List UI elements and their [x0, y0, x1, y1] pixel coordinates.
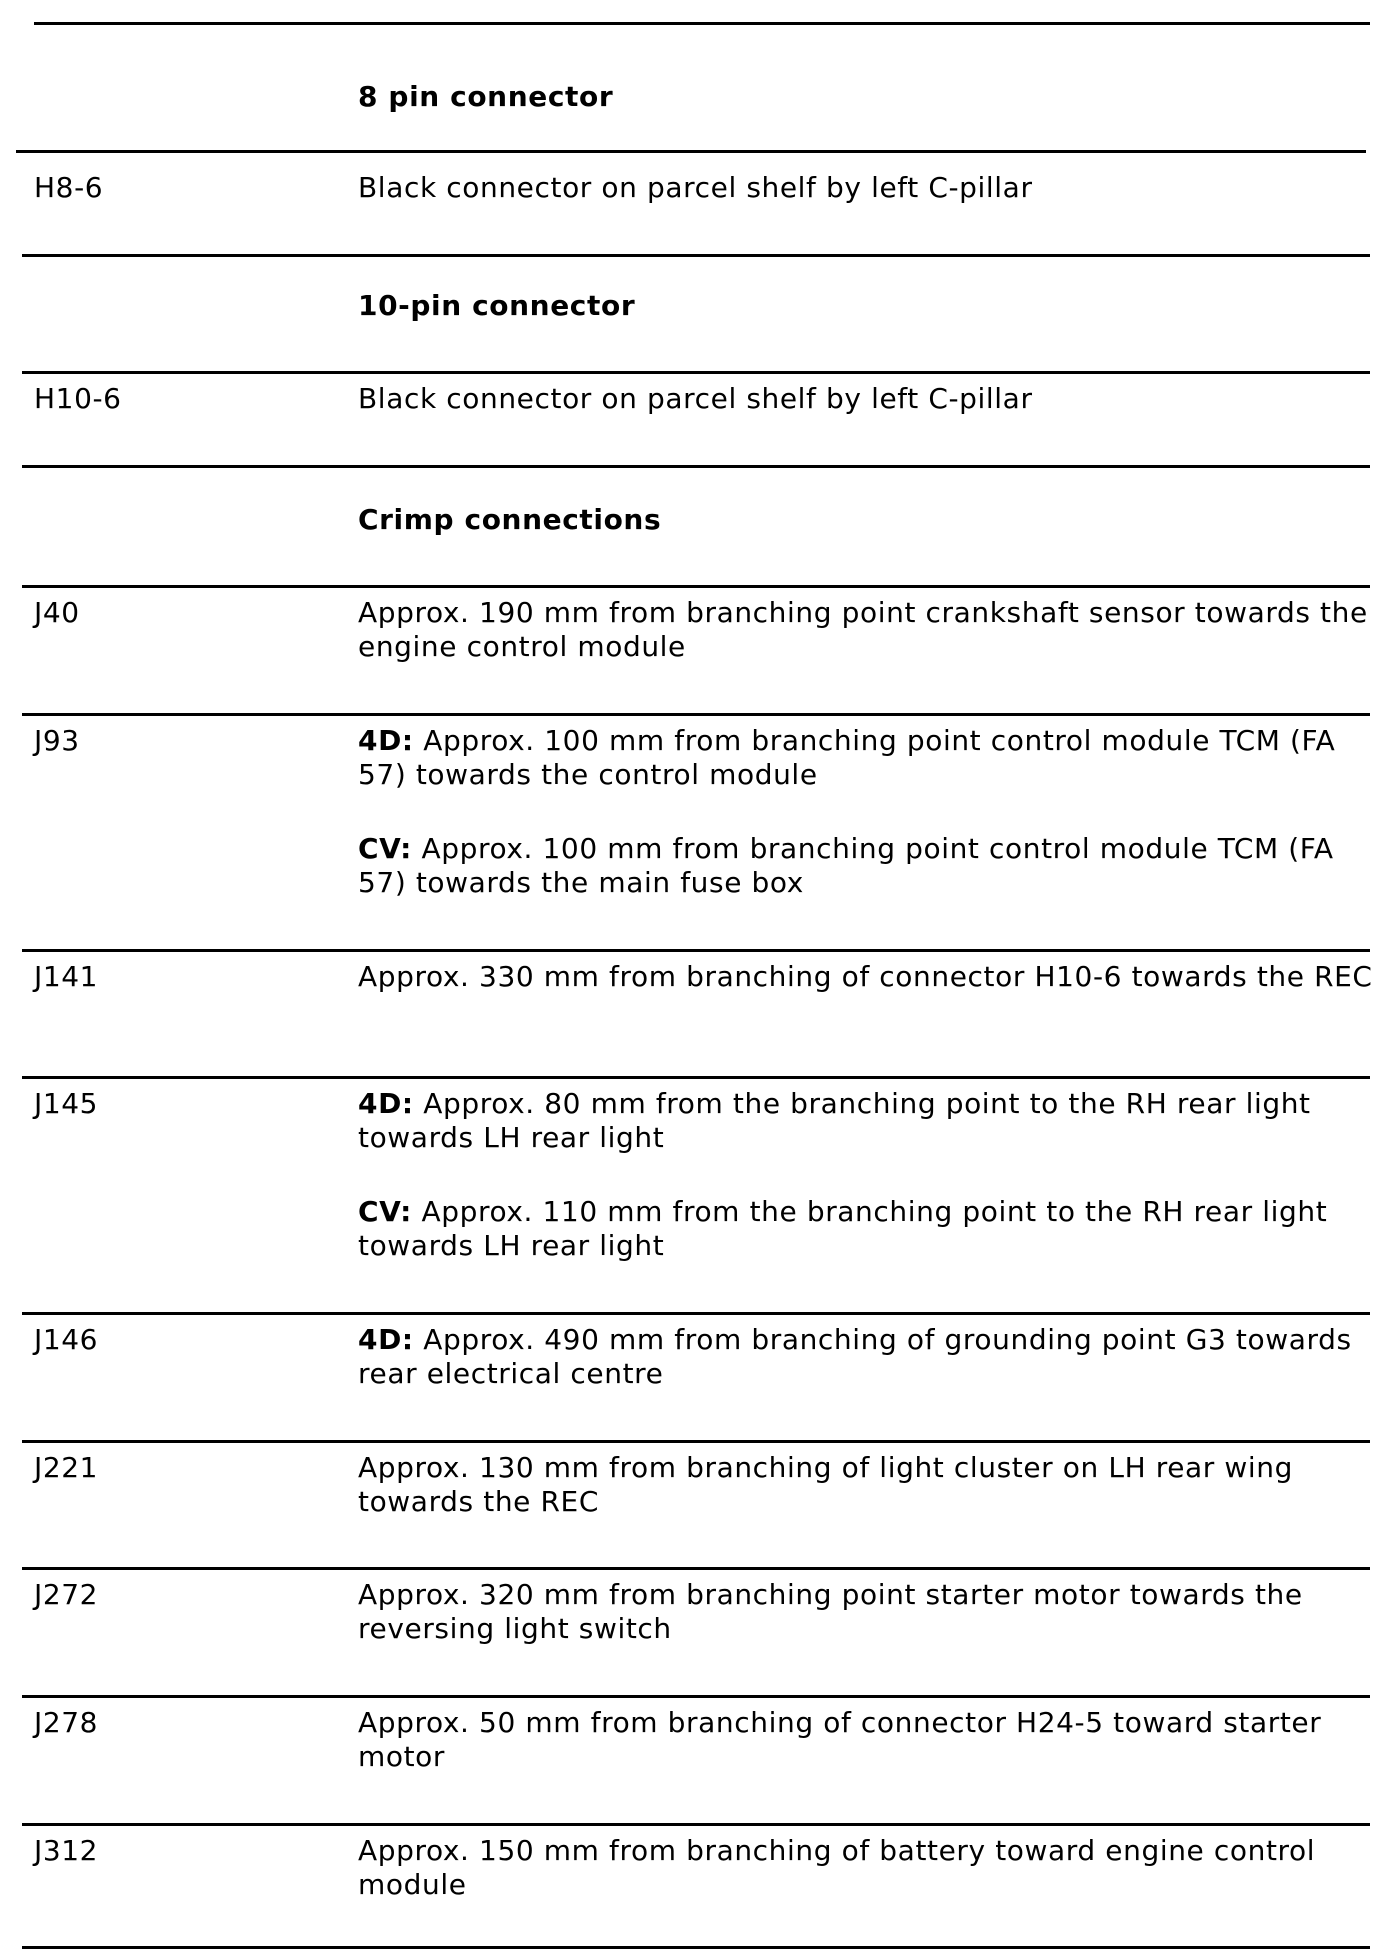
- section-heading: 10-pin connector: [358, 289, 636, 322]
- description-text: Approx. 50 mm from branching of connector H24-5 toward starter motor: [358, 1706, 1322, 1773]
- description-paragraph: [358, 1087, 1378, 1155]
- description-paragraph: [358, 171, 1378, 205]
- description-text: Approx. 80 mm from the branching point to the RH rear light towards LH rear light: [358, 1087, 1311, 1154]
- connector-code: J93: [34, 724, 80, 757]
- description-paragraph: [358, 960, 1378, 994]
- connector-description: [358, 1451, 1378, 1519]
- table-rule: [22, 371, 1370, 374]
- table-rule: [22, 1312, 1370, 1315]
- table-rule: [22, 1567, 1370, 1570]
- connector-code: J272: [34, 1578, 99, 1611]
- description-paragraph: [358, 1834, 1378, 1902]
- connector-code: J312: [34, 1834, 99, 1867]
- description-paragraph: [358, 1323, 1378, 1391]
- section-heading: Crimp connections: [358, 503, 662, 536]
- table-rule: [22, 585, 1370, 588]
- connector-description: [358, 1834, 1378, 1902]
- connector-description: [358, 724, 1378, 900]
- connector-code: J221: [34, 1451, 99, 1484]
- description-text: Black connector on parcel shelf by left C-pillar: [358, 382, 1033, 415]
- description-paragraph: [358, 1451, 1378, 1519]
- connector-code: J40: [34, 596, 80, 629]
- description-text: Approx. 320 mm from branching point starter motor towards the reversing light switch: [358, 1578, 1303, 1645]
- connector-description: [358, 1706, 1378, 1774]
- variant-label: 4D:: [358, 1087, 414, 1120]
- description-paragraph: [358, 382, 1378, 416]
- table-rule: [22, 1823, 1370, 1826]
- table-rule: [34, 22, 1370, 25]
- connector-description: [358, 1087, 1378, 1263]
- description-text: Approx. 110 mm from the branching point to the RH rear light towards LH rear light: [358, 1195, 1328, 1262]
- connector-code: J141: [34, 960, 99, 993]
- description-paragraph: [358, 1578, 1378, 1646]
- description-text: Approx. 190 mm from branching point crankshaft sensor towards the engine control module: [358, 596, 1368, 663]
- connector-code: J146: [34, 1323, 99, 1356]
- connector-description: [358, 596, 1378, 664]
- table-rule: [16, 150, 1366, 153]
- table-rule: [22, 1946, 1370, 1949]
- description-text: Approx. 330 mm from branching of connector H10-6 towards the REC: [358, 960, 1373, 993]
- description-paragraph: [358, 1195, 1378, 1263]
- description-text: Approx. 100 mm from branching point control module TCM (FA 57) towards the control module: [358, 724, 1336, 791]
- description-paragraph: [358, 596, 1378, 664]
- connector-description: [358, 382, 1378, 416]
- connector-code: J145: [34, 1087, 99, 1120]
- description-text: Approx. 490 mm from branching of grounding point G3 towards rear electrical centre: [358, 1323, 1352, 1390]
- table-rule: [22, 1695, 1370, 1698]
- connector-description: [358, 171, 1378, 205]
- variant-label: 4D:: [358, 1323, 414, 1356]
- variant-label: CV:: [358, 832, 412, 865]
- description-text: Black connector on parcel shelf by left C-pillar: [358, 171, 1033, 204]
- description-paragraph: [358, 832, 1378, 900]
- table-rule: [22, 1076, 1370, 1079]
- table-rule: [22, 713, 1370, 716]
- connector-description: [358, 960, 1378, 994]
- table-rule: [22, 1440, 1370, 1443]
- table-rule: [22, 254, 1370, 257]
- connector-description: [358, 1323, 1378, 1391]
- connector-description: [358, 1578, 1378, 1646]
- description-text: Approx. 150 mm from branching of battery toward engine control module: [358, 1834, 1316, 1901]
- connector-code: H10-6: [34, 382, 122, 415]
- connector-code: J278: [34, 1706, 99, 1739]
- variant-label: 4D:: [358, 724, 414, 757]
- description-paragraph: [358, 724, 1378, 792]
- description-paragraph: [358, 1706, 1378, 1774]
- section-heading: 8 pin connector: [358, 80, 614, 113]
- connector-code: H8-6: [34, 171, 104, 204]
- description-text: Approx. 100 mm from branching point control module TCM (FA 57) towards the main fuse box: [358, 832, 1334, 899]
- table-rule: [22, 465, 1370, 468]
- variant-label: CV:: [358, 1195, 412, 1228]
- table-rule: [22, 949, 1370, 952]
- description-text: Approx. 130 mm from branching of light cluster on LH rear wing towards the REC: [358, 1451, 1294, 1518]
